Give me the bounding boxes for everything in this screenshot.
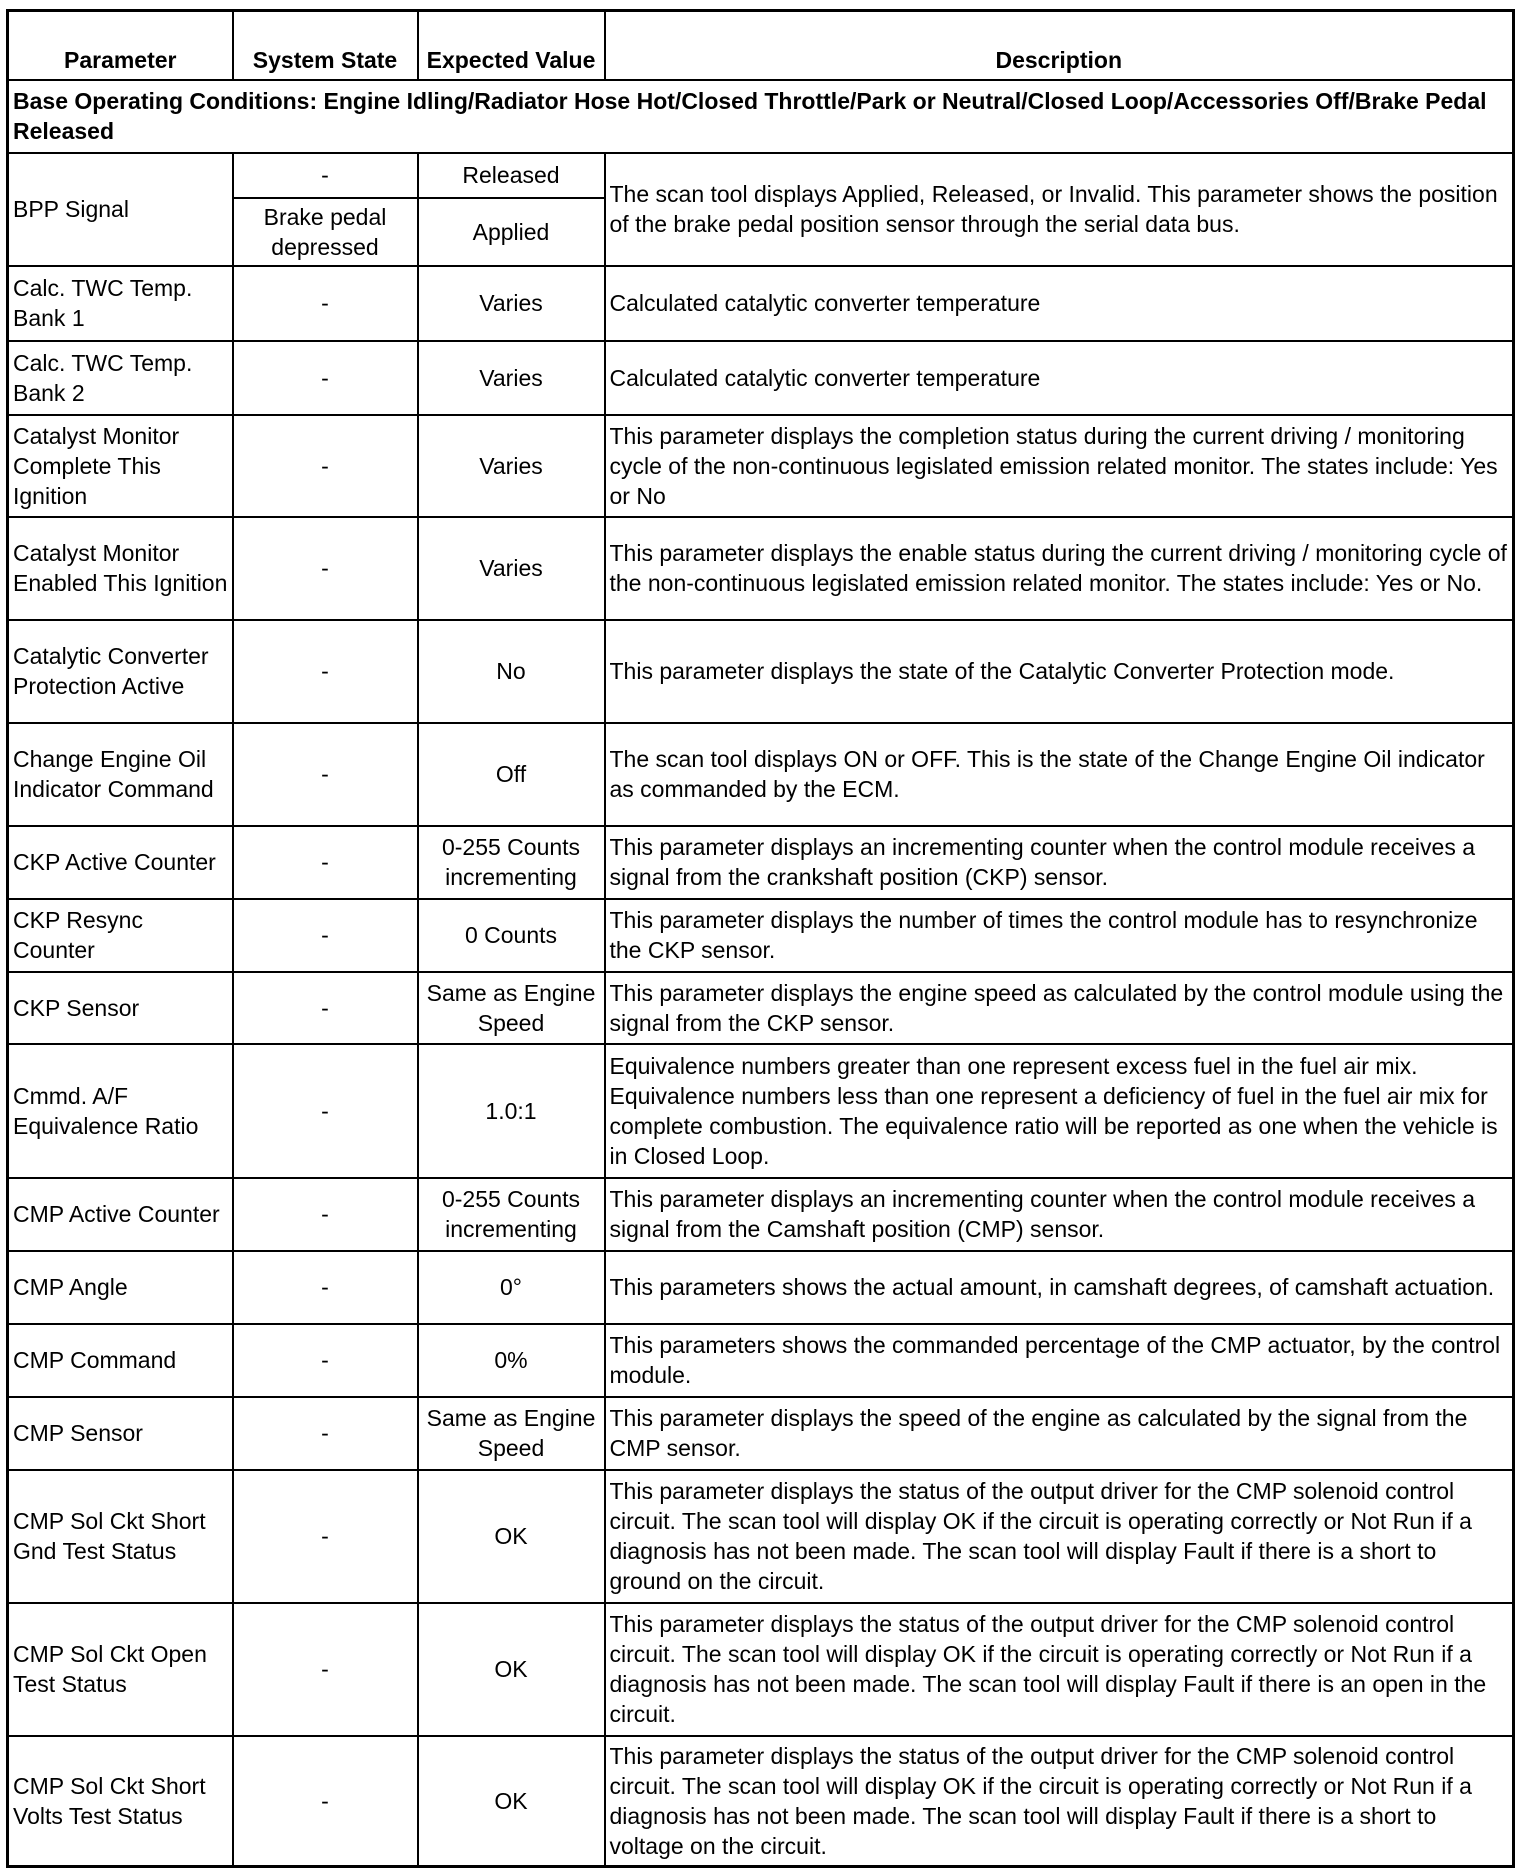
parameter-cell: CKP Active Counter [8,826,233,899]
expected-value-cell: OK [418,1603,605,1736]
system-state-cell: - [233,266,418,341]
system-state-cell: - [233,1251,418,1324]
header-description: Description [605,11,1514,80]
parameter-cell: CMP Sensor [8,1397,233,1470]
system-state-cell: - [233,517,418,620]
description-cell: This parameter displays the status of the output driver for the CMP solenoid control circuit. The scan tool will display OK if the circuit is operating correctly or Not Run if a diagnosis has not been made. The scan tool will display Fault if there is an open in the circuit. [605,1603,1514,1736]
parameter-cell: Catalyst Monitor Enabled This Ignition [8,517,233,620]
parameter-cell: Cmmd. A/F Equivalence Ratio [8,1044,233,1178]
system-state-cell: - [233,1044,418,1178]
parameter-cell: CMP Sol Ckt Open Test Status [8,1603,233,1736]
parameter-cell: CMP Sol Ckt Short Gnd Test Status [8,1470,233,1603]
expected-value-cell: 0° [418,1251,605,1324]
description-cell: This parameter displays the speed of the engine as calculated by the signal from the CMP sensor. [605,1397,1514,1470]
parameter-cell: BPP Signal [8,153,233,266]
description-cell: The scan tool displays ON or OFF. This is the state of the Change Engine Oil indicator as commanded by the ECM. [605,723,1514,826]
parameter-cell: Calc. TWC Temp. Bank 2 [8,341,233,415]
table-row [8,826,1514,899]
parameter-cell: Catalytic Converter Protection Active [8,620,233,723]
system-state-cell: - [233,1397,418,1470]
header-parameter: Parameter [8,11,233,80]
header-row [8,11,1514,80]
parameter-cell: Calc. TWC Temp. Bank 1 [8,266,233,341]
description-cell: This parameter displays the number of times the control module has to resynchronize the CKP sensor. [605,899,1514,972]
description-cell: This parameter displays an incrementing counter when the control module receives a signal from the crankshaft position (CKP) sensor. [605,826,1514,899]
description-cell: Equivalence numbers greater than one represent excess fuel in the fuel air mix. Equivalence numbers less than one represent a deficiency of fuel in the fuel air mix for complete combustion. The equivalence ratio will be reported as one when the vehicle is in Closed Loop. [605,1044,1514,1178]
parameter-cell: CKP Sensor [8,972,233,1044]
table-row [8,899,1514,972]
parameter-cell: Change Engine Oil Indicator Command [8,723,233,826]
table-row [8,1044,1514,1178]
description-cell: The scan tool displays Applied, Released, or Invalid. This parameter shows the position of the brake pedal position sensor through the serial data bus. [605,153,1514,266]
system-state-cell: - [233,899,418,972]
expected-value-cell: Varies [418,266,605,341]
table-row [8,1470,1514,1603]
parameter-cell: CMP Command [8,1324,233,1397]
system-state-cell: - [233,1470,418,1603]
expected-value-cell: 0-255 Counts incrementing [418,826,605,899]
description-cell: This parameter displays the state of the Catalytic Converter Protection mode. [605,620,1514,723]
description-cell: This parameter displays the engine speed as calculated by the control module using the signal from the CKP sensor. [605,972,1514,1044]
description-cell: This parameter displays the status of the output driver for the CMP solenoid control circuit. The scan tool will display OK if the circuit is operating correctly or Not Run if a diagnosis has not been made. The scan tool will display Fault if there is a short to voltage on the circuit. [605,1736,1514,1867]
system-state-cell: - [233,341,418,415]
description-cell: Calculated catalytic converter temperature [605,266,1514,341]
table-row [8,153,1514,198]
table-row [8,972,1514,1044]
system-state-cell: - [233,826,418,899]
expected-value-cell: Varies [418,415,605,517]
parameter-cell: CMP Angle [8,1251,233,1324]
base-conditions: Base Operating Conditions: Engine Idling/Radiator Hose Hot/Closed Throttle/Park or Neutral/Closed Loop/Accessories Off/Brake Pedal Released [8,80,1514,153]
parameter-cell: CMP Sol Ckt Short Volts Test Status [8,1736,233,1867]
system-state-cell: - [233,723,418,826]
table-row [8,1251,1514,1324]
expected-value-cell: OK [418,1736,605,1867]
expected-value-cell: Released [418,153,605,198]
header-expected-value: Expected Value [418,11,605,80]
table-row [8,517,1514,620]
table-row [8,1603,1514,1736]
system-state-cell: - [233,1178,418,1251]
expected-value-cell: Same as Engine Speed [418,972,605,1044]
description-cell: This parameter displays the status of the output driver for the CMP solenoid control circuit. The scan tool will display OK if the circuit is operating correctly or Not Run if a diagnosis has not been made. The scan tool will display Fault if there is a short to ground on the circuit. [605,1470,1514,1603]
system-state-cell: - [233,1736,418,1867]
expected-value-cell: No [418,620,605,723]
system-state-cell: - [233,972,418,1044]
expected-value-cell: Varies [418,517,605,620]
description-cell: This parameters shows the commanded percentage of the CMP actuator, by the control module. [605,1324,1514,1397]
expected-value-cell: Same as Engine Speed [418,1397,605,1470]
system-state-cell: Brake pedal depressed [233,198,418,266]
expected-value-cell: 0% [418,1324,605,1397]
expected-value-cell: OK [418,1470,605,1603]
description-cell: Calculated catalytic converter temperature [605,341,1514,415]
expected-value-cell: 1.0:1 [418,1044,605,1178]
header-system-state: System State [233,11,418,80]
parameter-cell: CMP Active Counter [8,1178,233,1251]
table-row [8,1178,1514,1251]
description-cell: This parameter displays an incrementing counter when the control module receives a signal from the Camshaft position (CMP) sensor. [605,1178,1514,1251]
expected-value-cell: 0-255 Counts incrementing [418,1178,605,1251]
system-state-cell: - [233,153,418,198]
base-conditions-row [8,80,1514,153]
parameter-cell: CKP Resync Counter [8,899,233,972]
expected-value-cell: Applied [418,198,605,266]
expected-value-cell: Off [418,723,605,826]
table-row [8,620,1514,723]
table-row [8,1736,1514,1867]
expected-value-cell: 0 Counts [418,899,605,972]
expected-value-cell: Varies [418,341,605,415]
description-cell: This parameter displays the enable status during the current driving / monitoring cycle of the non-continuous legislated emission related monitor. The states include: Yes or No. [605,517,1514,620]
table-row [8,1324,1514,1397]
parameter-cell: Catalyst Monitor Complete This Ignition [8,415,233,517]
description-cell: This parameters shows the actual amount, in camshaft degrees, of camshaft actuation. [605,1251,1514,1324]
system-state-cell: - [233,1324,418,1397]
table-row [8,1397,1514,1470]
table-row [8,341,1514,415]
system-state-cell: - [233,620,418,723]
table-row [8,723,1514,826]
description-cell: This parameter displays the completion status during the current driving / monitoring cycle of the non-continuous legislated emission related monitor. The states include: Yes or No [605,415,1514,517]
system-state-cell: - [233,415,418,517]
table-row [8,415,1514,517]
system-state-cell: - [233,1603,418,1736]
parameter-table [6,9,1515,1868]
table-row [8,266,1514,341]
